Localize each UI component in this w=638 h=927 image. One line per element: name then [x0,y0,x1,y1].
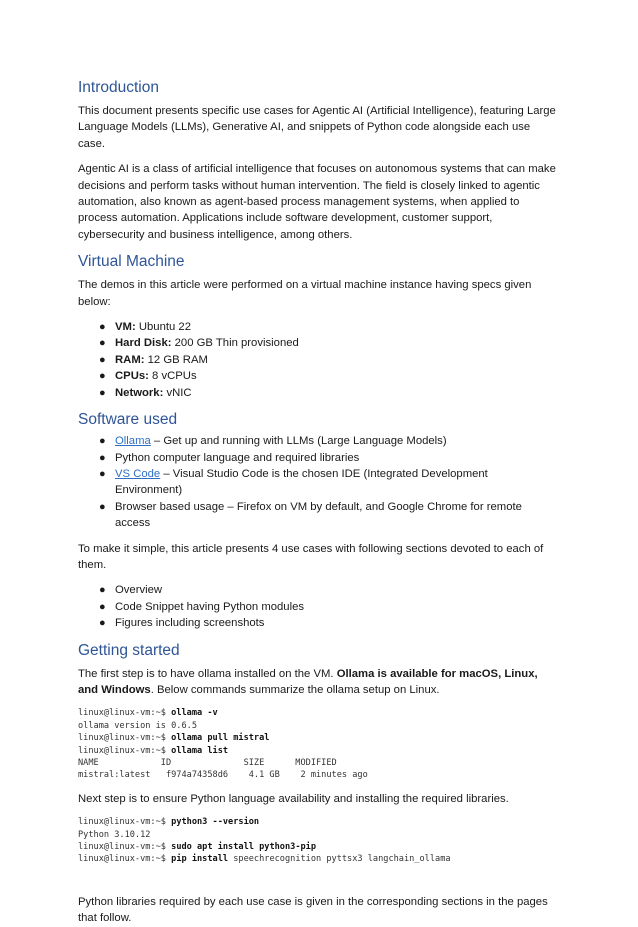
text-run: . Below commands summarize the ollama setup on Linux. [150,683,440,696]
spec-value: Ubuntu 22 [135,321,191,334]
spec-value: 12 GB RAM [144,353,208,366]
code-output: Python 3.10.12 [78,829,151,840]
bullet-icon: ● [99,584,106,597]
list-item-text: – Visual Studio Code is the chosen IDE (Integrated Development Environment) [115,467,488,497]
sections-list [78,582,556,631]
shell-prompt: linux@linux-vm:~$ [78,842,172,853]
list-item [78,450,556,466]
code-line [78,842,316,852]
shell-prompt: linux@linux-vm:~$ [78,854,172,865]
spec-label: Network: [115,386,164,399]
list-item [78,599,556,615]
spec-label: CPUs: [115,370,149,383]
shell-prompt: linux@linux-vm:~$ [78,745,172,756]
spec-value: 200 GB Thin provisioned [171,337,299,350]
list-item [78,335,556,351]
code-line [78,733,269,743]
code-line [78,817,259,827]
bullet-icon: ● [99,451,106,464]
spec-value: vNIC [163,386,192,399]
list-item [78,433,556,449]
list-item-text: Browser based usage – Firefox on VM by default, and Google Chrome for remote access [115,500,522,530]
bullet-icon: ● [99,600,106,613]
bullet-icon: ● [99,617,106,630]
ollama-link[interactable]: Ollama [115,435,151,448]
shell-command: ollama pull mistral [171,733,270,744]
list-item [78,499,556,532]
code-output: ollama version is 0.6.5 [78,720,197,731]
software-heading: Software used [78,411,178,429]
spec-label: RAM: [115,353,145,366]
shell-command: sudo apt install python3-pip [171,842,317,853]
list-item [78,582,556,598]
shell-prompt: linux@linux-vm:~$ [78,817,172,828]
software-list [78,433,556,531]
bullet-icon: ● [99,467,106,480]
list-item [78,385,556,401]
list-item-text: Python computer language and required libraries [115,451,360,464]
shell-command: pip install [171,854,229,865]
bullet-icon: ● [99,500,106,513]
list-item [78,466,556,499]
list-item-text: Overview [115,584,163,597]
document-page [78,78,556,927]
python-paragraph: Next step is to ensure Python language availability and installing the required libraries. [78,792,509,805]
bullet-icon: ● [99,353,106,366]
list-item-text: – Get up and running with LLMs (Large Language Models) [150,435,447,448]
spec-label: Hard Disk: [115,337,172,350]
list-item [78,368,556,384]
software-summary: To make it simple, this article presents 4 use cases with following sections devoted to each of them. [78,542,544,571]
list-item [78,352,556,368]
text-run-bold: Ollama is available for macOS, Linux, and Windows [78,667,538,696]
bullet-icon: ● [99,370,106,383]
code-line [78,854,451,864]
shell-args: speechrecognition pyttsx3 langchain_ollama [228,854,451,865]
code-table-row: mistral:latest f974a74358d6 4.1 GB 2 minutes ago [78,770,368,781]
shell-command: ollama list [171,745,229,756]
code-line [78,708,218,718]
shell-command: ollama -v [171,708,218,719]
getting-started-heading: Getting started [78,641,180,659]
code-table-header: NAME ID SIZE MODIFIED [78,758,337,768]
intro-heading: Introduction [78,79,159,96]
shell-prompt: linux@linux-vm:~$ [78,708,172,719]
intro-paragraph-2: Agentic AI is a class of artificial intelligence that focuses on autonomous systems that can make decisions and perform tasks without human intervention. The field is closely linked to agentic automation, also known as agent-based process management systems, when applied to process automation. Applications include software development, customer support, cybersecurity and business intelligence, among others. [78,163,556,241]
shell-prompt: linux@linux-vm:~$ [78,733,172,744]
shell-command: python3 --version [171,817,260,828]
vm-spec-list [78,319,556,401]
bullet-icon: ● [99,435,106,448]
vm-intro: The demos in this article were performed on a virtual machine instance having specs given below: [78,279,532,308]
list-item-text: Code Snippet having Python modules [115,600,305,613]
bullet-icon: ● [99,386,106,399]
python-code-block [78,816,556,866]
getting-started-paragraph [78,666,556,699]
list-item [78,615,556,631]
code-line [78,746,228,756]
intro-paragraph-1: This document presents specific use cases for Agentic AI (Artificial Intelligence), featuring Large Language Models (LLMs), Generative AI, and snippets of Python code alongside each use case. [78,105,556,150]
list-item-text: Figures including screenshots [115,617,265,630]
vscode-link[interactable]: VS Code [115,467,161,480]
list-item [78,319,556,335]
text-run: The first step is to have ollama installed on the VM. [78,667,337,680]
libraries-paragraph: Python libraries required by each use case is given in the corresponding sections in the pages that follow. [78,895,548,925]
bullet-icon: ● [99,337,106,350]
spec-value: 8 vCPUs [148,370,197,383]
vm-heading: Virtual Machine [78,253,185,271]
spec-label: VM: [115,321,136,334]
bullet-icon: ● [99,321,106,334]
ollama-code-block [78,707,556,781]
